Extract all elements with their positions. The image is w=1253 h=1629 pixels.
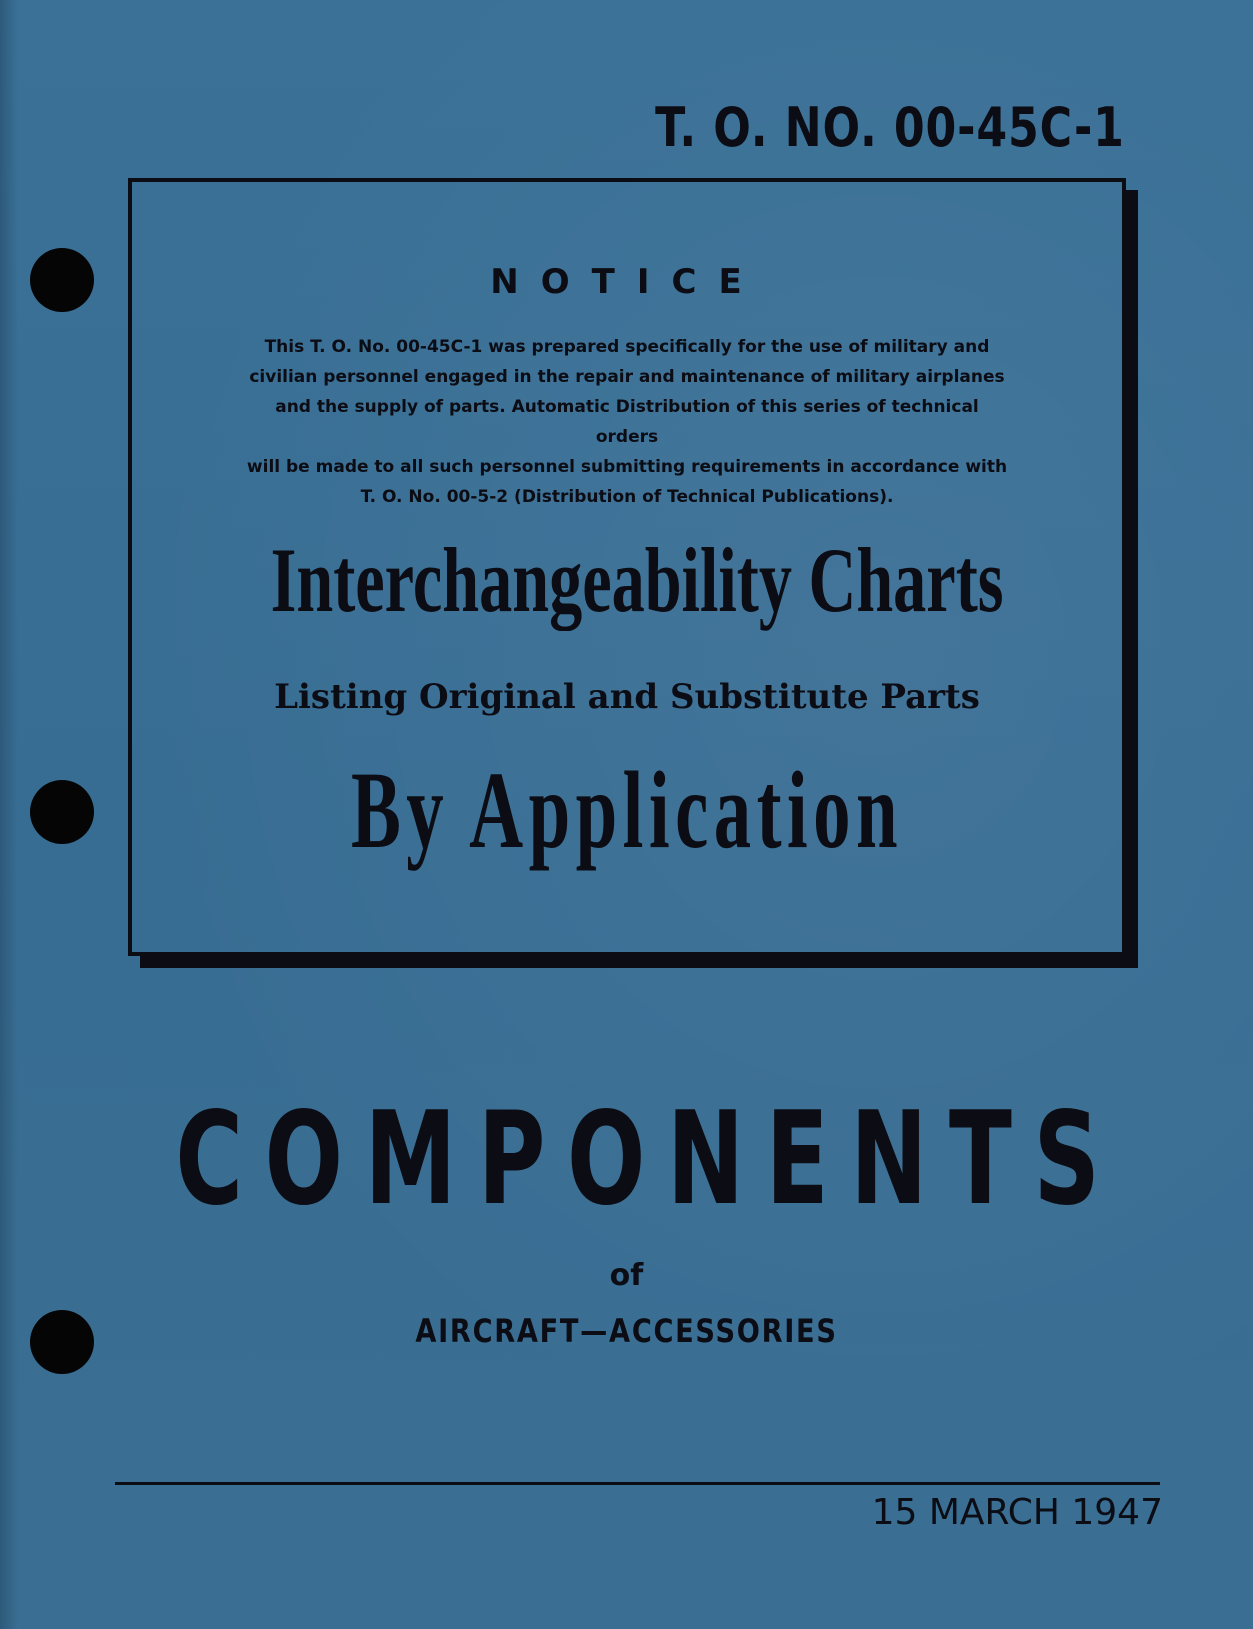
subject-heading: COMPONENTS xyxy=(175,1085,1122,1234)
of-connector: of xyxy=(609,1258,644,1293)
notice-line: civilian personnel engaged in the repair and maintenance of military airplanes xyxy=(249,367,1005,387)
by-application-title: By Application xyxy=(350,749,904,871)
notice-line: This T. O. No. 00-45C-1 was prepared specifically for the use of military and xyxy=(264,337,990,357)
binder-hole-bottom xyxy=(30,1310,94,1374)
notice-line: T. O. No. 00-5-2 (Distribution of Technical Publications). xyxy=(360,487,894,507)
notice-line: and the supply of parts. Automatic Distribution of this series of technical orders xyxy=(275,397,979,447)
footer-rule xyxy=(115,1482,1160,1485)
notice-heading: NOTICE xyxy=(490,262,764,302)
notice-line: will be made to all such personnel submitting requirements in accordance with xyxy=(246,457,1008,477)
binder-hole-middle xyxy=(30,780,94,844)
cover-edge xyxy=(0,0,18,1629)
binder-hole-top xyxy=(30,248,94,312)
sub-title: Listing Original and Substitute Parts xyxy=(274,677,980,717)
to-number: T. O. NO. 00-45C-1 xyxy=(655,96,1125,159)
main-title: Interchangeability Charts xyxy=(270,529,1004,631)
publication-date: 15 MARCH 1947 xyxy=(871,1492,1163,1533)
category-heading: AIRCRAFT—ACCESSORIES xyxy=(415,1312,838,1350)
notice-frame xyxy=(128,178,1126,956)
notice-text xyxy=(242,332,1012,512)
